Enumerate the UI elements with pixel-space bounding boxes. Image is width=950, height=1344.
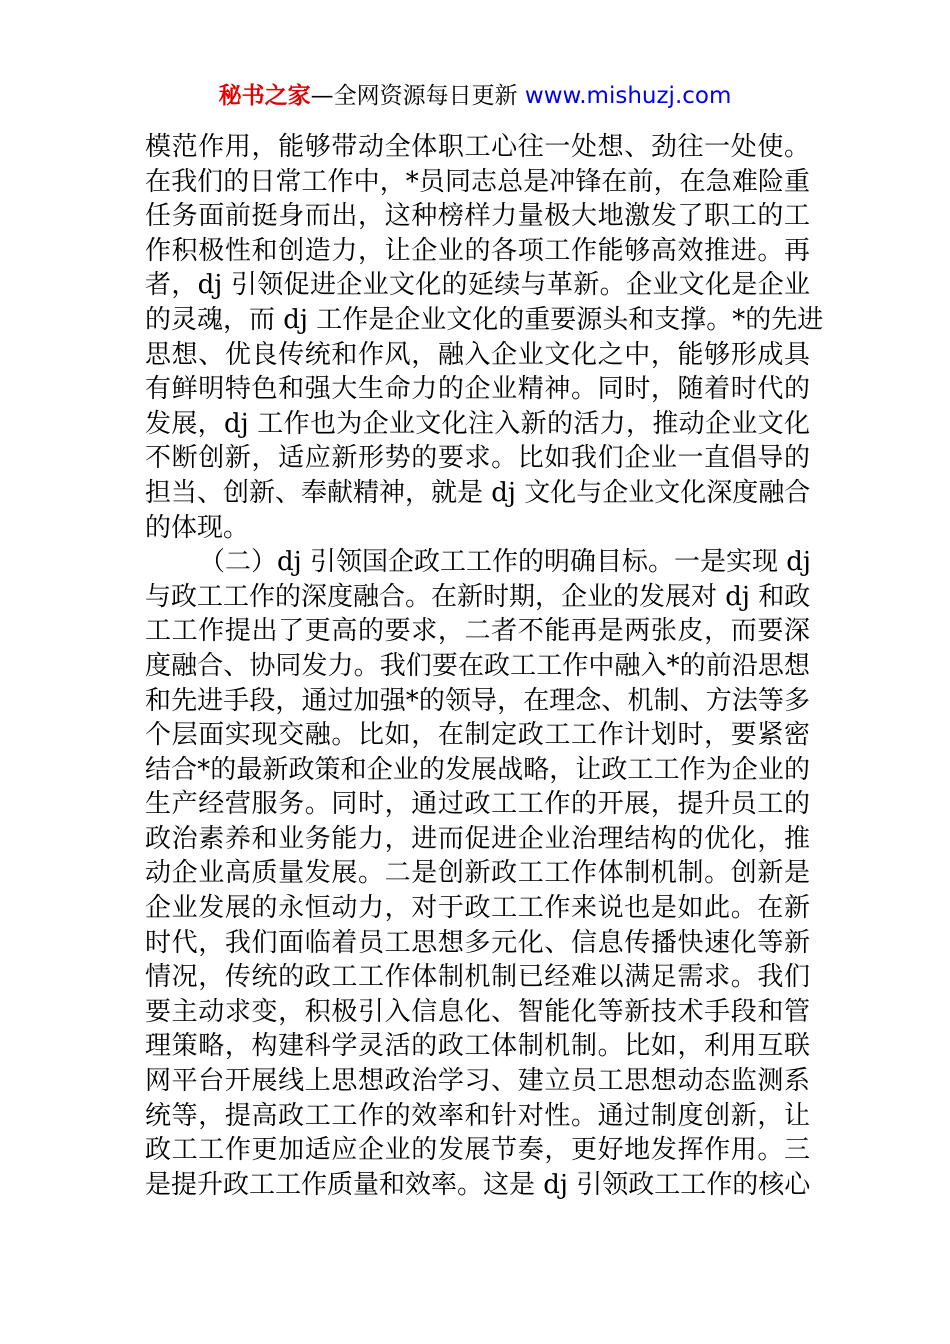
text-line: 不断创新，适应新形势的要求。比如我们企业一直倡导的 xyxy=(145,443,810,474)
document-body xyxy=(145,130,824,1202)
text-line: 情况，传统的政工工作体制机制已经难以满足需求。我们 xyxy=(145,962,810,993)
text-line: 者，dj 引领促进企业文化的延续与革新。企业文化是企业 xyxy=(145,270,810,301)
text-line: 理策略，构建科学灵活的政工体制机制。比如，利用互联 xyxy=(145,1031,810,1062)
text-line: 时代，我们面临着员工思想多元化、信息传播快速化等新 xyxy=(145,927,810,958)
site-url-link[interactable]: www.mishuzj.com xyxy=(524,83,732,109)
text-line: 模范作用，能够带动全体职工心往一处想、劲往一处使。 xyxy=(145,132,810,162)
text-line: 政治素养和业务能力，进而促进企业治理结构的优化，推 xyxy=(145,823,810,854)
text-line: 动企业高质量发展。二是创新政工工作体制机制。创新是 xyxy=(145,858,810,889)
text-line: 要主动求变，积极引入信息化、智能化等新技术手段和管 xyxy=(145,996,810,1027)
text-line: 企业发展的永恒动力，对于政工工作来说也是如此。在新 xyxy=(145,893,810,924)
text-line: 作积极性和创造力，让企业的各项工作能够高效推进。再 xyxy=(145,235,810,266)
text-line: 统等，提高政工工作的效率和针对性。通过制度创新，让 xyxy=(145,1100,810,1131)
text-line: 工工作提出了更高的要求，二者不能再是两张皮，而要深 xyxy=(145,616,810,647)
brand-name: 秘书之家 xyxy=(218,83,311,109)
header-slogan: —全网资源每日更新 xyxy=(310,83,525,109)
text-line: 的灵魂，而 dj 工作是企业文化的重要源头和支撑。*的先进 xyxy=(145,304,824,335)
text-line: 在我们的日常工作中，*员同志总是冲锋在前，在急难险重 xyxy=(145,166,810,197)
text-line: 是提升政工工作质量和效率。这是 dj 引领政工工作的核心 xyxy=(145,1169,811,1200)
text-line: 发展，dj 工作也为企业文化注入新的活力，推动企业文化 xyxy=(145,408,810,439)
text-line: 与政工工作的深度融合。在新时期，企业的发展对 dj 和政 xyxy=(145,581,811,612)
text-line: 结合*的最新政策和企业的发展战略，让政工工作为企业的 xyxy=(145,754,810,785)
text-line: 思想、优良传统和作风，融入企业文化之中，能够形成具 xyxy=(145,339,810,370)
text-line: 生产经营服务。同时，通过政工工作的开展，提升员工的 xyxy=(145,789,810,820)
text-line: 担当、创新、奉献精神，就是 dj 文化与企业文化深度融合 xyxy=(145,477,811,508)
text-line: 任务面前挺身而出，这种榜样力量极大地激发了职工的工 xyxy=(145,201,810,232)
text-line: 的体现。 xyxy=(145,512,250,543)
text-line: 网平台开展线上思想政治学习、建立员工思想动态监测系 xyxy=(145,1066,810,1097)
text-line: 有鲜明特色和强大生命力的企业精神。同时，随着时代的 xyxy=(145,374,810,405)
site-header xyxy=(0,80,950,112)
text-line: （二）dj 引领国企政工工作的明确目标。一是实现 dj xyxy=(199,547,811,578)
text-line: 政工工作更加适应企业的发展节奏，更好地发挥作用。三 xyxy=(145,1135,810,1166)
text-line: 度融合、协同发力。我们要在政工工作中融入*的前沿思想 xyxy=(145,650,810,681)
text-line: 和先进手段，通过加强*的领导，在理念、机制、方法等多 xyxy=(145,685,810,716)
text-line: 个层面实现交融。比如，在制定政工工作计划时，要紧密 xyxy=(145,720,810,751)
